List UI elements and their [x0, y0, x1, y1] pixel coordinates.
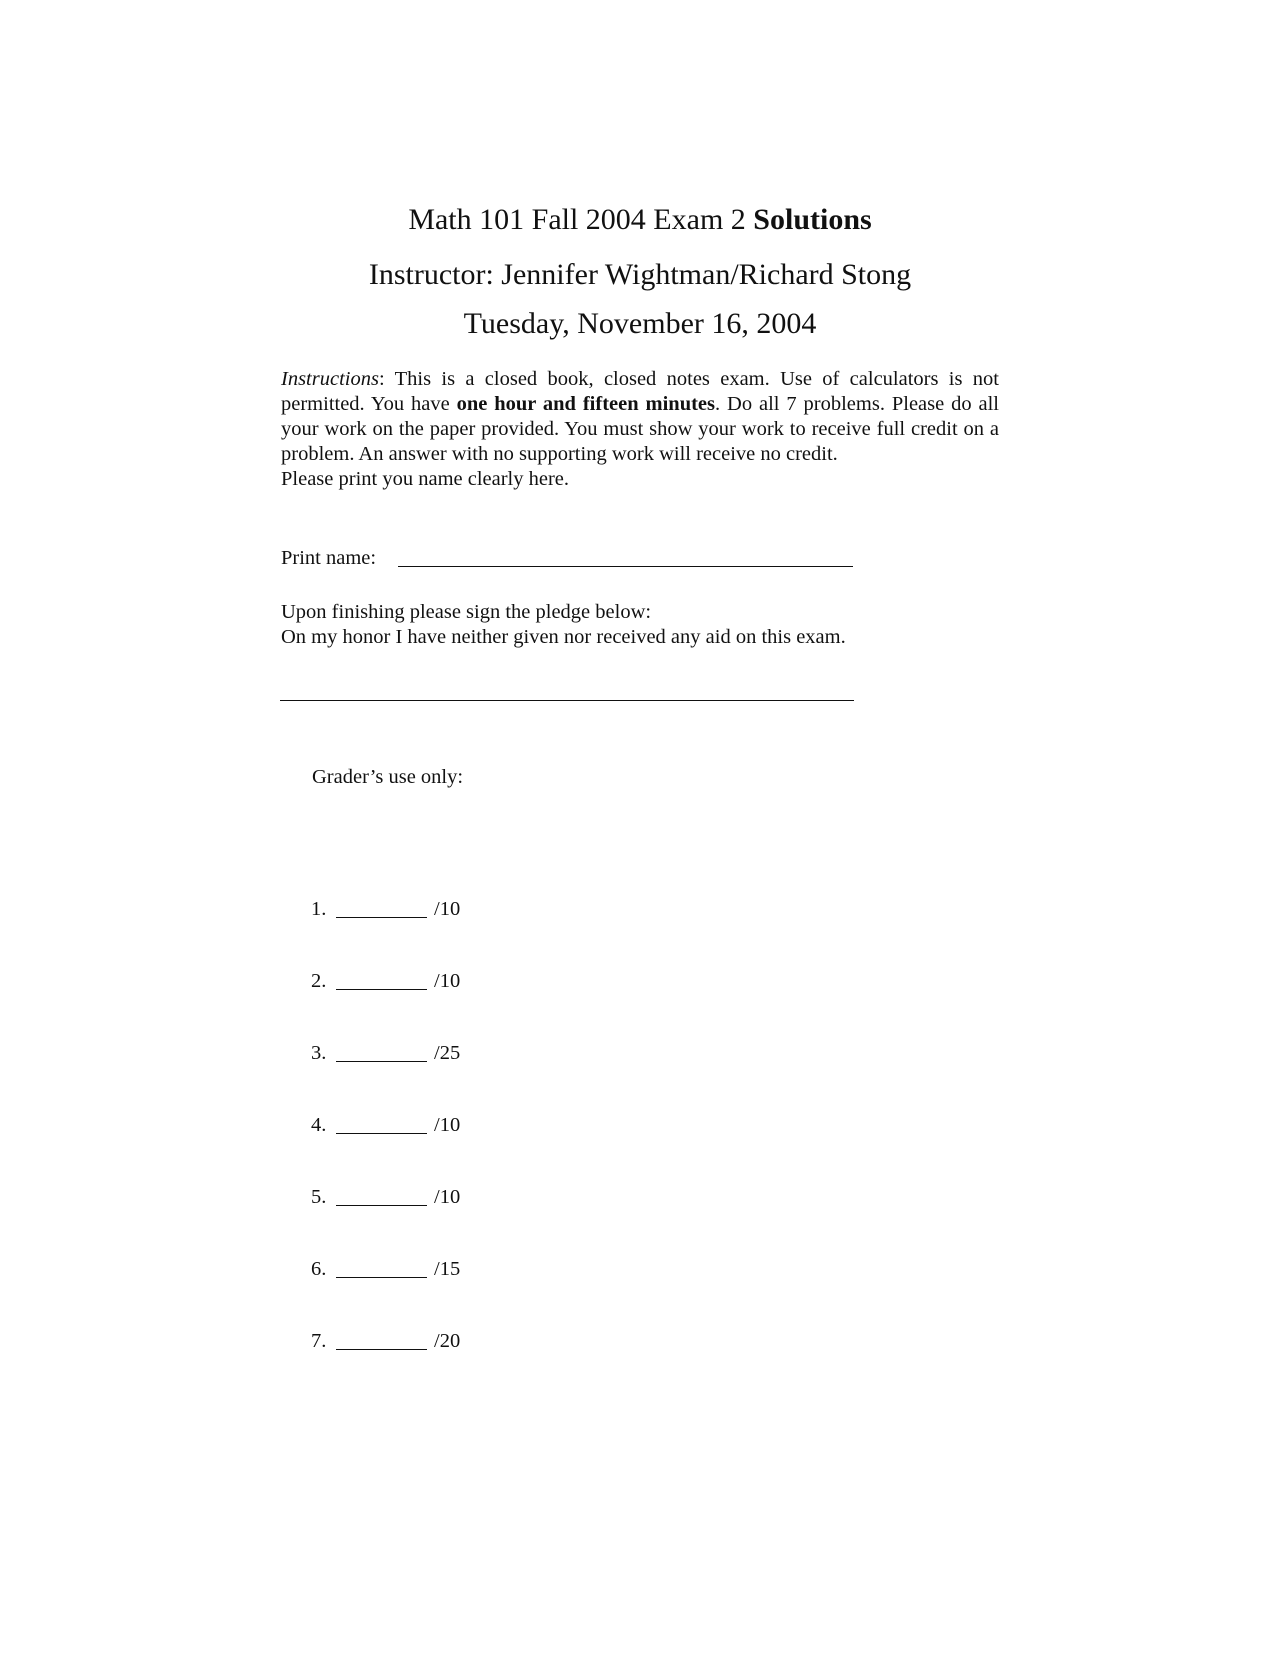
max-points: /25: [434, 1042, 461, 1064]
score-row: [311, 1113, 511, 1139]
score-blank[interactable]: [336, 1277, 427, 1278]
score-blank[interactable]: [336, 1133, 427, 1134]
print-name-label: Print name:: [281, 547, 377, 569]
problem-number: 3.: [311, 1042, 327, 1064]
score-row: [311, 1185, 511, 1211]
instructions-time: one hour and fifteen minutes: [456, 393, 716, 415]
problem-number: 2.: [311, 970, 327, 992]
max-points: /10: [434, 970, 461, 992]
score-blank[interactable]: [336, 1349, 427, 1350]
instructions-paragraph: [281, 367, 999, 492]
max-points: /20: [434, 1330, 461, 1352]
exam-date: Tuesday, November 16, 2004: [463, 307, 817, 340]
signature-field[interactable]: [280, 700, 854, 701]
problem-number: 6.: [311, 1258, 327, 1280]
instructions-text-1: : This is a closed book, closed notes exam. Use of calculators is not permitted. You have: [281, 368, 999, 415]
exam-title: [0, 203, 1280, 237]
exam-title-main: Math 101 Fall 2004 Exam 2: [408, 203, 754, 236]
grader-label: Grader’s use only:: [312, 766, 464, 788]
max-points: /10: [434, 898, 461, 920]
score-row: [311, 1041, 511, 1067]
problem-number: 5.: [311, 1186, 327, 1208]
pledge-instruction: Upon finishing please sign the pledge below:: [281, 601, 652, 623]
pledge-statement: On my honor I have neither given nor received any aid on this exam.: [281, 626, 846, 648]
score-row: [311, 1257, 511, 1283]
max-points: /10: [434, 1114, 461, 1136]
exam-title-solutions: Solutions: [753, 203, 872, 236]
instructions-label: Instructions: [281, 368, 379, 390]
score-blank[interactable]: [336, 1205, 427, 1206]
problem-number: 4.: [311, 1114, 327, 1136]
score-row: [311, 1329, 511, 1355]
name-request: Please print you name clearly here.: [281, 468, 570, 490]
max-points: /15: [434, 1258, 461, 1280]
instructor-line: Instructor: Jennifer Wightman/Richard Stong: [368, 258, 912, 291]
score-row: [311, 969, 511, 995]
score-blank[interactable]: [336, 917, 427, 918]
max-points: /10: [434, 1186, 461, 1208]
score-blank[interactable]: [336, 1061, 427, 1062]
print-name-field[interactable]: [398, 566, 853, 567]
score-blank[interactable]: [336, 989, 427, 990]
pledge-block: [281, 600, 999, 650]
instructions-text-2: . Do all 7 problems. Please do all your work on the paper provided. You must show your work to receive full credit on a problem. An answer with no supporting work will receive no credit.: [281, 393, 1000, 465]
problem-number: 1.: [311, 898, 327, 920]
problem-number: 7.: [311, 1330, 327, 1352]
score-row: [311, 897, 511, 923]
